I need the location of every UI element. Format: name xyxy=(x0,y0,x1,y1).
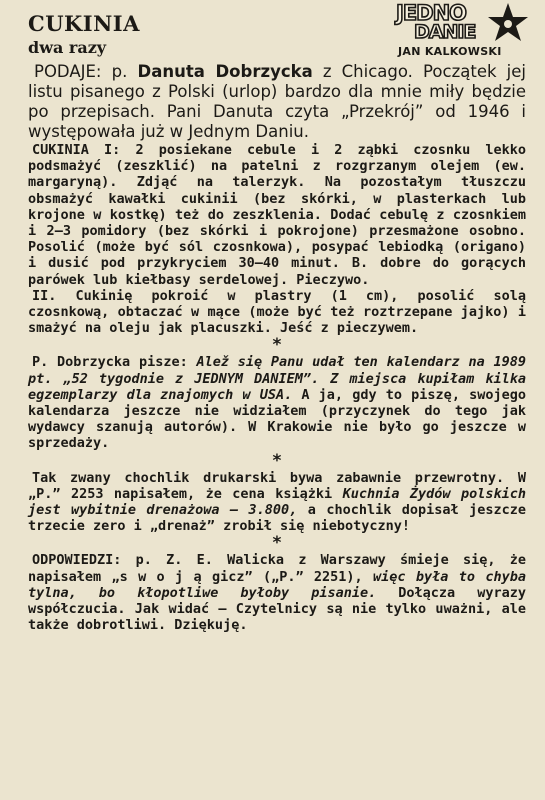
erratum-book-title: Kuchnia Żydów polskich jest wybitnie drenażowa — xyxy=(28,485,526,519)
erratum-bold: chochlik drukarski xyxy=(124,469,277,486)
answers-text-1: z Warszawy śmieje się, że napisałem xyxy=(28,552,526,585)
answers-pre: p. xyxy=(135,552,152,569)
intro-author: Danuta Dobrzycka xyxy=(137,62,313,81)
recipe-2-text: Cukinię pokroić w plastry (1 cm), posolić solą czosnkową, obtaczać w mące (może być też roztrzepane jajko) i smażyć na oleju jak placuszki. Jeść z pieczywem. xyxy=(28,287,526,337)
erratum-pre: Tak zwany xyxy=(32,469,111,486)
erratum-paragraph xyxy=(28,470,526,535)
logo-line-2: DANIE xyxy=(414,21,476,43)
recipe-2-paragraph xyxy=(28,288,526,337)
recipe-2-label: II. xyxy=(32,287,57,304)
letter-paragraph xyxy=(28,354,526,451)
answers-spaced-quote: „s w o j ą gicz” xyxy=(111,568,253,585)
column-logo xyxy=(394,2,530,60)
answers-reference: („P.” 2251), xyxy=(262,568,363,585)
article-body xyxy=(28,62,526,633)
intro-text: z Chicago. Początek jej listu pisanego z Polski (urlop) bardzo dla mnie miły będzie po przepisach. Pani Danuta czyta „Przekrój” od 1946 i występowała już w Jednym Daniu. xyxy=(28,62,526,141)
erratum-price: 3.800, xyxy=(248,502,298,519)
answers-label: ODPOWIEDZI: xyxy=(32,552,122,569)
erratum-text-2: a chochlik dopisał jeszcze trzecie zero i „drenaż” zrobił się niebotyczny! xyxy=(28,502,526,535)
answers-text-2: Dołącza wyrazy współczucia. Jak widać — Czytelnicy są nie tylko uważni, ale także dobrotliwi. Dziękuję. xyxy=(28,584,526,634)
section-separator: * xyxy=(272,450,282,471)
article-header xyxy=(28,12,140,57)
chef-star-icon xyxy=(486,2,530,44)
letter-quote: Alež się Panu udał ten kalendarz na 1989 pt. „52 tygodnie z JEDNYM DANIEM”. Z miejsca kupiłam kilka egzemplarzy dla znajomych w USA. xyxy=(28,354,526,403)
erratum-text-1: bywa zabawnie przewrotny. W „P.” 2253 napisałem, że cena książki xyxy=(28,469,526,502)
letter-verb: pisze: xyxy=(138,354,188,371)
section-separator: * xyxy=(272,335,282,356)
letter-reply: A ja, gdy to piszę, swojego kalendarza jeszcze nie widziałem (przyczynek do tego jak wydawcy szanują autorów). W Krakowie nie było go jeszcze w sprzedaży. xyxy=(28,386,526,452)
intro-paragraph xyxy=(28,62,526,142)
section-separator: * xyxy=(272,533,282,554)
answers-paragraph xyxy=(28,552,526,633)
letter-author: P. Dobrzycka xyxy=(32,354,131,371)
intro-label: PODAJE: xyxy=(34,62,102,81)
recipe-1-text: 2 posiekane cebule i 2 ząbki czosnku lekko podsmażyć (zeszklić) na patelni z rozgrzanym olejem (ew. margaryną). Zdjąć na talerzyk. Na pozostałym tłuszczu obsmażyć kawałki cukinii (bez skórki, w plasterkach lub krojone w kostkę) też do zeszklenia. Dodać cebulę z czosnkiem i 2—3 pomidory (bez skórki i pokrojone) przesmażone osobno. Posolić (może być sól czosnkowa), posypać lebiodką (origano) i dusić pod przykryciem 30—40 minut. B. dobre do gorących parówek lub kiełbasy serdelowej. Pieczywo. xyxy=(28,142,526,288)
logo-line-1: JEDNO xyxy=(396,1,467,25)
article-subtitle: dwa razy xyxy=(28,38,107,57)
answers-name: Z. E. Walicka xyxy=(166,552,285,569)
column-author: JAN KALKOWSKI xyxy=(398,45,502,58)
intro-pre: p. xyxy=(111,62,128,81)
article-title: CUKINIA xyxy=(28,11,140,36)
answers-italic: więc była to chyba tylna, bo kłopotliwe byłoby pisanie. xyxy=(28,568,526,601)
recipe-1-paragraph xyxy=(28,142,526,288)
recipe-1-label: CUKINIA I: xyxy=(32,142,121,158)
